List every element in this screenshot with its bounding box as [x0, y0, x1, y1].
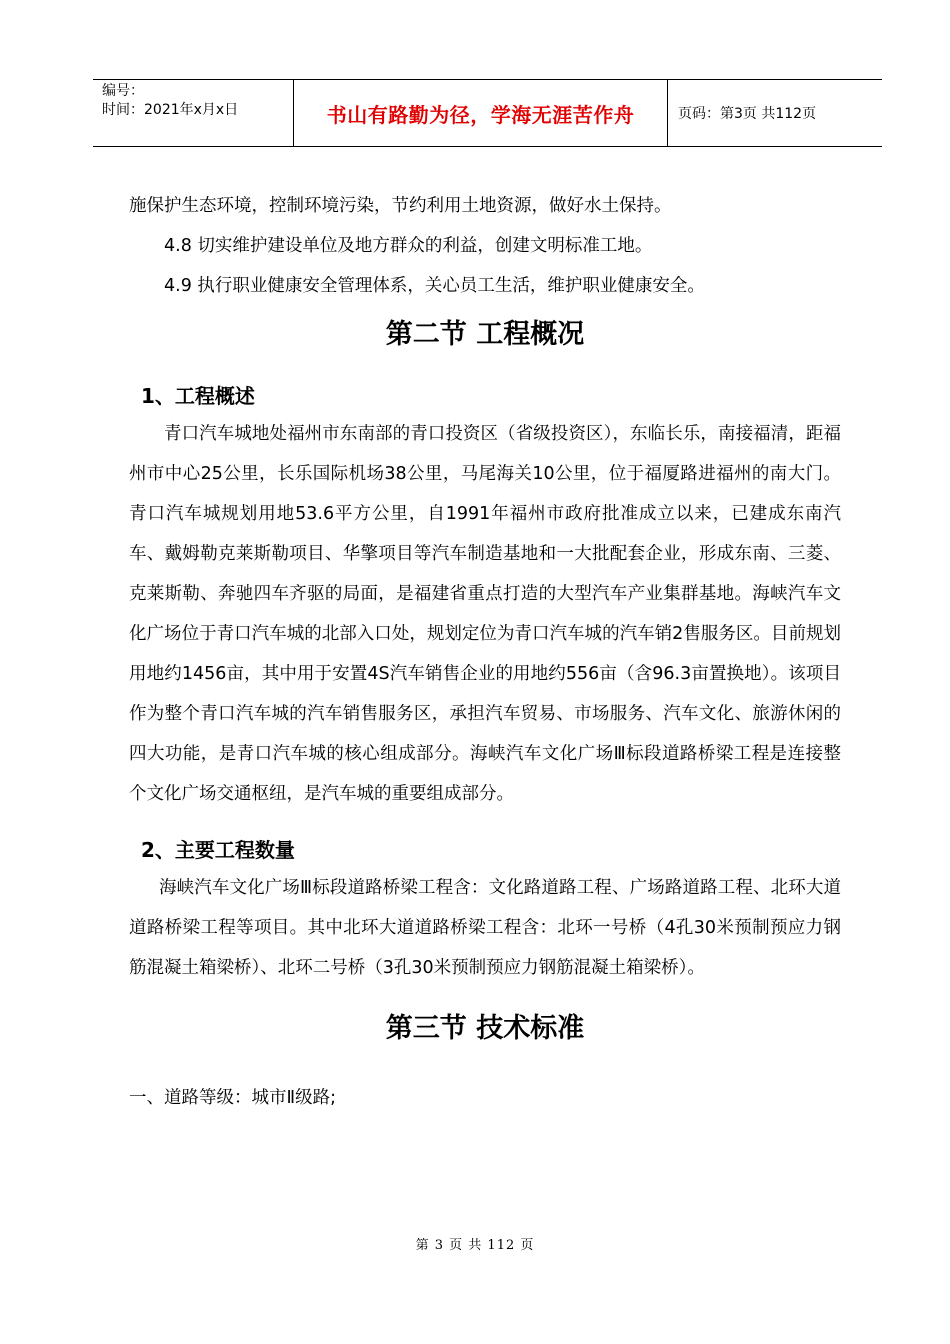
header-meta — [93, 80, 294, 146]
quantity-paragraph: 海峡汽车文化广场Ⅲ标段道路桥梁工程含：文化路道路工程、广场路道路工程、北环大道道路桥梁工程等项目。其中北环大道道路桥梁工程含：北环一号桥（4孔30米预制预应力钢筋混凝土箱梁桥）、北环二号桥（3孔30米预制预应力钢筋混凝土箱梁桥）。 — [129, 878, 842, 978]
document-body — [129, 186, 841, 1118]
subsection-2-title: 2、主要工程数量 — [141, 838, 295, 862]
section-3-title: 第三节 技术标准 — [385, 1013, 585, 1044]
paragraph-continued: 施保护生态环境，控制环境污染，节约利用土地资源，做好水土保持。 — [129, 196, 672, 216]
page-footer: 第 3 页 共 112 页 — [415, 1238, 535, 1253]
section-2-title: 第二节 工程概况 — [385, 319, 585, 350]
overview-paragraph: 青口汽车城地处福州市东南部的青口投资区（省级投资区），东临长乐，南接福清，距福州市中心25公里，长乐国际机场38公里，马尾海关10公里，位于福厦路进福州的南大门。青口汽车城规划用地53.6平方公里，自1991年福州市政府批准成立以来，已建成东南汽车、戴姆勒克莱斯勒项目、华擎项目等汽车制造基地和一大批配套企业，形成东南、三菱、克莱斯勒、奔驰四车齐驱的局面，是福建省重点打造的大型汽车产业集群基地。海峡汽车文化广场位于青口汽车城的北部入口处，规划定位为青口汽车城的汽车销2售服务区。目前规划用地约1456亩，其中用于安置4S汽车销售企业的用地约556亩（含96.3亩置换地）。该项目作为整个青口汽车城的汽车销售服务区，承担汽车贸易、市场服务、汽车文化、旅游休闲的四大功能，是青口汽车城的核心组成部分。海峡汽车文化广场Ⅲ标段道路桥梁工程是连接整个文化广场交通枢纽，是汽车城的重要组成部分。 — [129, 424, 841, 804]
header-page-info: 页码：第3页 共112页 — [678, 106, 817, 122]
page-header — [93, 79, 882, 147]
road-grade-line: 一、道路等级：城市Ⅱ级路; — [129, 1088, 337, 1108]
paragraph-4-9: 4.9 执行职业健康安全管理体系，关心员工生活，维护职业健康安全。 — [164, 276, 705, 296]
subsection-1-title: 1、工程概述 — [141, 384, 255, 408]
paragraph-4-8: 4.8 切实维护建设单位及地方群众的利益，创建文明标准工地。 — [164, 236, 653, 256]
document-number-label: 编号： — [102, 83, 144, 99]
header-motto: 书山有路勤为径，学海无涯苦作舟 — [294, 80, 668, 146]
document-time-label: 时间：2021年x月x日 — [102, 102, 239, 118]
